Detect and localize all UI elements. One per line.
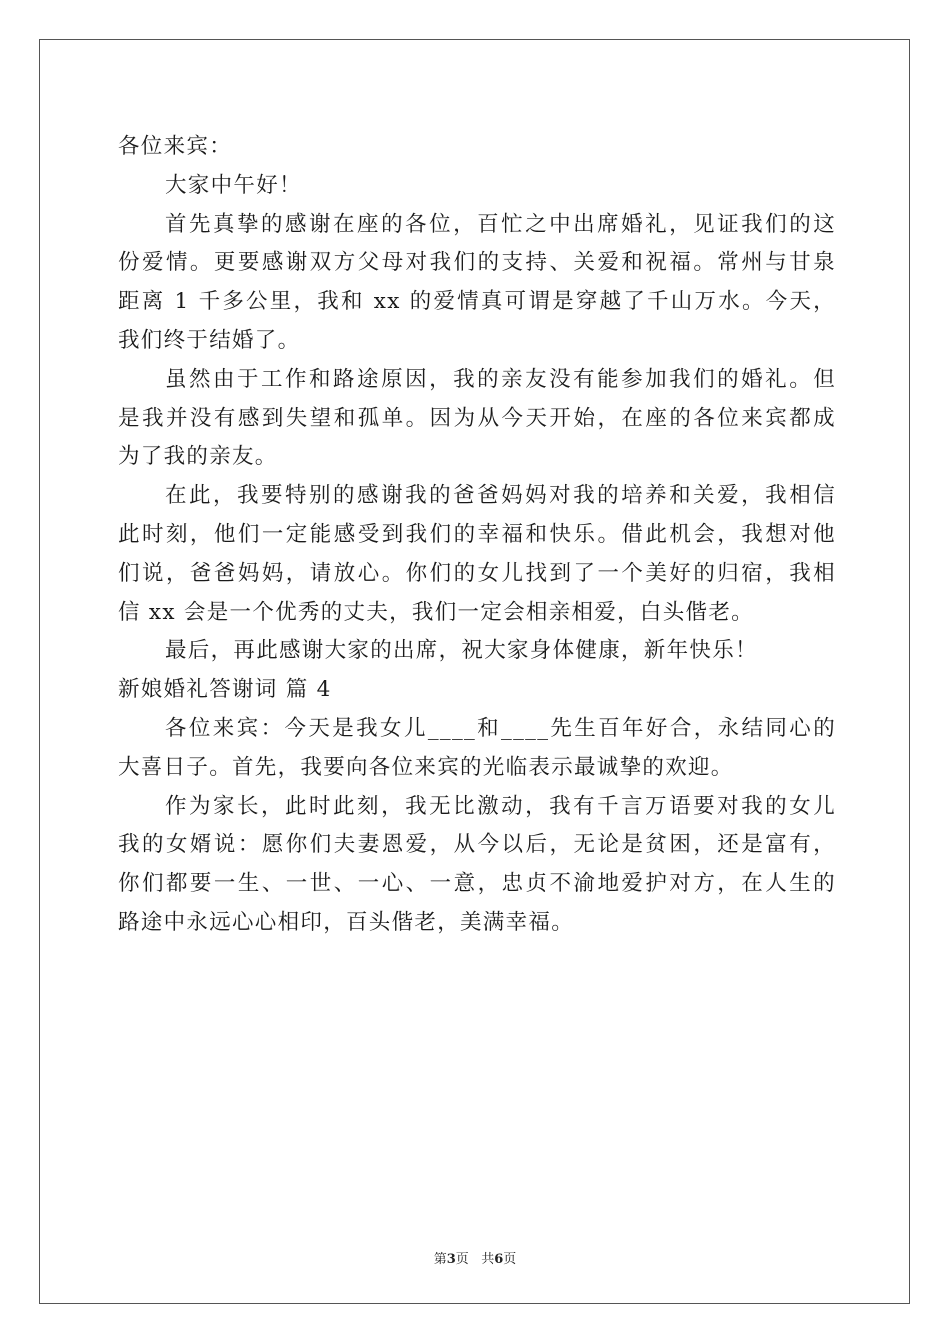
text-line: 在此，我要特别的感谢我的爸爸妈妈对我的培养和关爱，我相信 [165,483,836,509]
text-line: 此时刻，他们一定能感受到我们的幸福和快乐。借此机会，我想对他 [118,521,836,547]
document-body [118,128,836,943]
text-line: 各位来宾： [118,134,233,159]
text-line: 大家中午好！ [165,172,302,198]
footer-page-suffix: 页 [455,1252,469,1267]
footer-total-suffix: 页 [503,1252,517,1267]
text-line: 为了我的亲友。 [118,444,278,470]
footer-prefix: 第 [433,1252,447,1267]
text-line: 份爱情。更要感谢双方父母对我们的支持、关爱和祝福。常州与甘泉 [118,250,836,276]
text-line: 我们终于结婚了。 [118,327,301,353]
text-line: 大喜日子。首先，我要向各位来宾的光临表示最诚挚的欢迎。 [118,754,734,780]
text-line: 虽然由于工作和路途原因，我的亲友没有能参加我们的婚礼。但 [165,366,836,392]
text-line: 各位来宾：今天是我女儿____和____先生百年好合，永结同心的 [165,715,836,741]
text-line: 是我并没有感到失望和孤单。因为从今天开始，在座的各位来宾都成 [118,405,836,431]
text-line: 路途中永远心心相印，百头偕老，美满幸福。 [118,909,575,935]
text-line: 信 xx 会是一个优秀的丈夫，我们一定会相亲相爱，白头偕老。 [118,599,754,625]
footer-total-prefix: 共 [481,1252,495,1267]
text-line: 最后，再此感谢大家的出席，祝大家身体健康，新年快乐！ [165,638,758,664]
page-footer [0,1248,950,1267]
text-line: 作为家长，此时此刻，我无比激动，我有千言万语要对我的女儿 [165,793,836,819]
section-heading: 新娘婚礼答谢词 篇 4 [118,677,332,703]
text-line: 我的女婿说：愿你们夫妻恩爱，从今以后，无论是贫困，还是富有， [118,832,836,858]
text-line: 你们都要一生、一世、一心、一意，忠贞不渝地爱护对方，在人生的 [118,871,836,897]
page-number: 3 [446,1252,456,1267]
text-line: 距离 1 千多公里，我和 xx 的爱情真可谓是穿越了千山万水。今天， [118,289,836,315]
text-line: 首先真挚的感谢在座的各位，百忙之中出席婚礼，见证我们的这 [165,211,836,237]
text-line: 们说，爸爸妈妈，请放心。你们的女儿找到了一个美好的归宿，我相 [118,560,836,586]
total-pages: 6 [494,1252,504,1267]
